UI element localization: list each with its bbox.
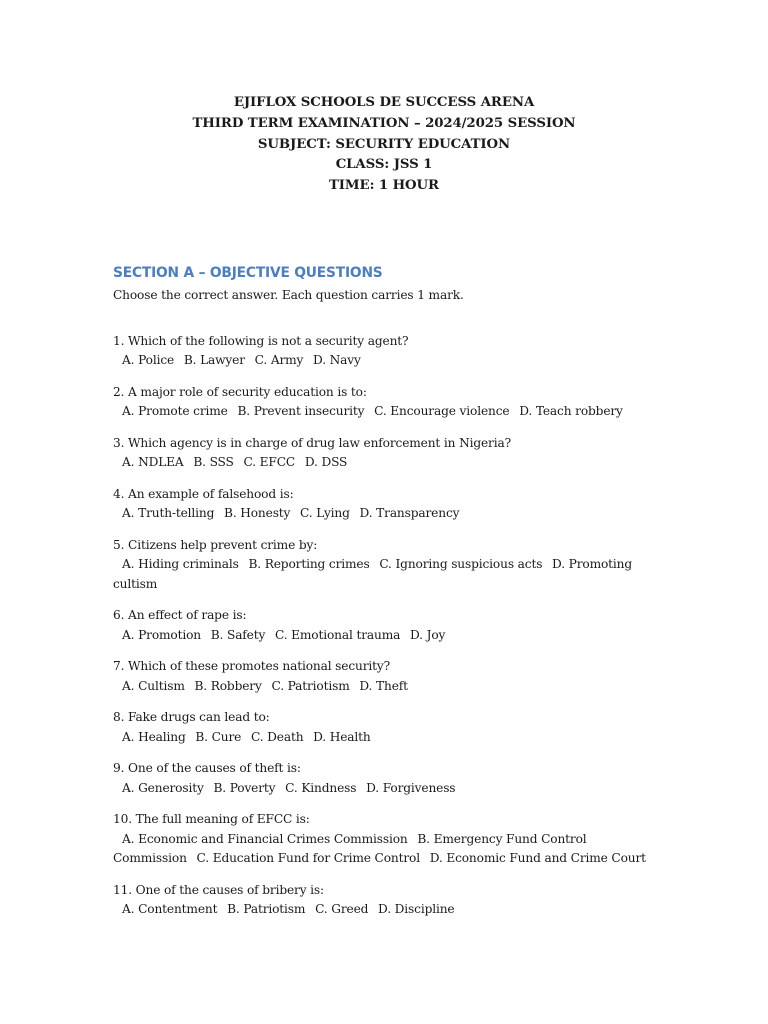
question-options [113, 677, 673, 697]
option-d: D. Transparency [359, 506, 460, 521]
time-line: TIME: 1 HOUR [329, 178, 439, 194]
question-options [113, 830, 653, 869]
question-stem: 2. A major role of security education is to: [113, 384, 367, 399]
option-c: C. Encourage violence [374, 404, 510, 419]
question-stem: 9. One of the causes of theft is: [113, 761, 301, 776]
option-b: B. Robbery [194, 678, 262, 693]
option-a: A. Police [122, 353, 175, 368]
option-b: B. Patriotism [227, 902, 306, 917]
question-stem: 3. Which agency is in charge of drug law enforcement in Nigeria? [113, 435, 511, 450]
subject-line: SUBJECT: SECURITY EDUCATION [257, 136, 511, 152]
question-stem: 7. Which of these promotes national security? [113, 659, 391, 674]
option-b: B. Prevent insecurity [237, 404, 365, 419]
option-b: B. SSS [193, 455, 234, 470]
option-d: D. Forgiveness [366, 780, 456, 795]
question-item [113, 657, 673, 696]
option-a: A. Promotion [122, 627, 201, 642]
question-stem: 6. An effect of rape is: [113, 608, 247, 623]
option-c: C. Emotional trauma [274, 627, 401, 642]
option-c: C. EFCC [243, 455, 296, 470]
question-options [113, 504, 673, 524]
option-a: A. Generosity [122, 780, 204, 795]
option-d: D. Promoting cultism [113, 557, 633, 591]
option-a: A. Economic and Financial Crimes Commission [122, 831, 408, 846]
option-d: D. Economic Fund and Crime Court [429, 851, 646, 866]
option-b: B. Poverty [213, 780, 276, 795]
question-options [113, 779, 673, 799]
question-item [113, 759, 673, 798]
question-item [113, 810, 673, 869]
option-c: C. Army [254, 353, 304, 368]
class-line: CLASS: JSS 1 [335, 157, 433, 173]
question-stem: 11. One of the causes of bribery is: [113, 882, 324, 897]
option-b: B. Safety [210, 627, 266, 642]
question-item [113, 485, 673, 524]
option-b: B. Reporting crimes [248, 557, 370, 572]
exam-header [113, 93, 655, 197]
question-stem: 4. An example of falsehood is: [113, 486, 294, 501]
question-options [113, 626, 673, 646]
exam-page [113, 93, 673, 932]
section-title: SECTION A – OBJECTIVE QUESTIONS [113, 264, 383, 281]
question-list [113, 332, 673, 920]
option-c: C. Ignoring suspicious acts [379, 557, 543, 572]
exam-title: THIRD TERM EXAMINATION – 2024/2025 SESSION [192, 115, 576, 131]
option-c: C. Greed [315, 902, 369, 917]
question-options [113, 555, 653, 594]
school-name: EJIFLOX SCHOOLS DE SUCCESS ARENA [233, 95, 535, 110]
option-d: D. Teach robbery [519, 404, 623, 419]
option-a: A. Promote crime [122, 404, 228, 419]
option-b: B. Honesty [224, 506, 291, 521]
question-item [113, 332, 673, 371]
option-b: B. Lawyer [183, 353, 245, 368]
option-b: B. Emergency Fund Control Commission [113, 831, 587, 866]
option-a: A. Healing [122, 729, 186, 744]
option-b: B. Cure [195, 729, 242, 744]
question-options [113, 453, 673, 473]
option-c: C. Death [250, 729, 304, 744]
option-a: A. Hiding criminals [122, 557, 239, 572]
option-a: A. Truth-telling [122, 506, 215, 521]
section-instructions: Choose the correct answer. Each question carries 1 mark. [113, 287, 464, 302]
option-d: D. Theft [359, 678, 408, 693]
question-item [113, 708, 673, 747]
question-stem: 5. Citizens help prevent crime by: [113, 537, 318, 552]
question-stem: 8. Fake drugs can lead to: [113, 710, 270, 725]
question-item [113, 536, 673, 595]
question-item [113, 606, 673, 645]
question-item [113, 383, 673, 422]
question-stem: 10. The full meaning of EFCC is: [113, 812, 310, 827]
question-options [113, 402, 673, 422]
option-c: C. Lying [300, 506, 350, 521]
question-stem: 1. Which of the following is not a security agent? [113, 333, 409, 348]
question-options [113, 351, 673, 371]
option-a: A. Contentment [122, 902, 218, 917]
option-d: D. Navy [313, 353, 361, 368]
option-d: D. Joy [409, 627, 446, 642]
option-c: C. Patriotism [271, 678, 350, 693]
question-options [113, 900, 673, 920]
option-d: D. Health [313, 729, 371, 744]
option-d: D. DSS [304, 455, 348, 470]
option-c: C. Kindness [285, 780, 357, 795]
option-d: D. Discipline [378, 902, 455, 917]
option-c: C. Education Fund for Crime Control [196, 851, 420, 866]
question-item [113, 881, 673, 920]
option-a: A. Cultism [122, 678, 185, 693]
question-options [113, 728, 673, 748]
option-a: A. NDLEA [122, 455, 184, 470]
question-item [113, 434, 673, 473]
